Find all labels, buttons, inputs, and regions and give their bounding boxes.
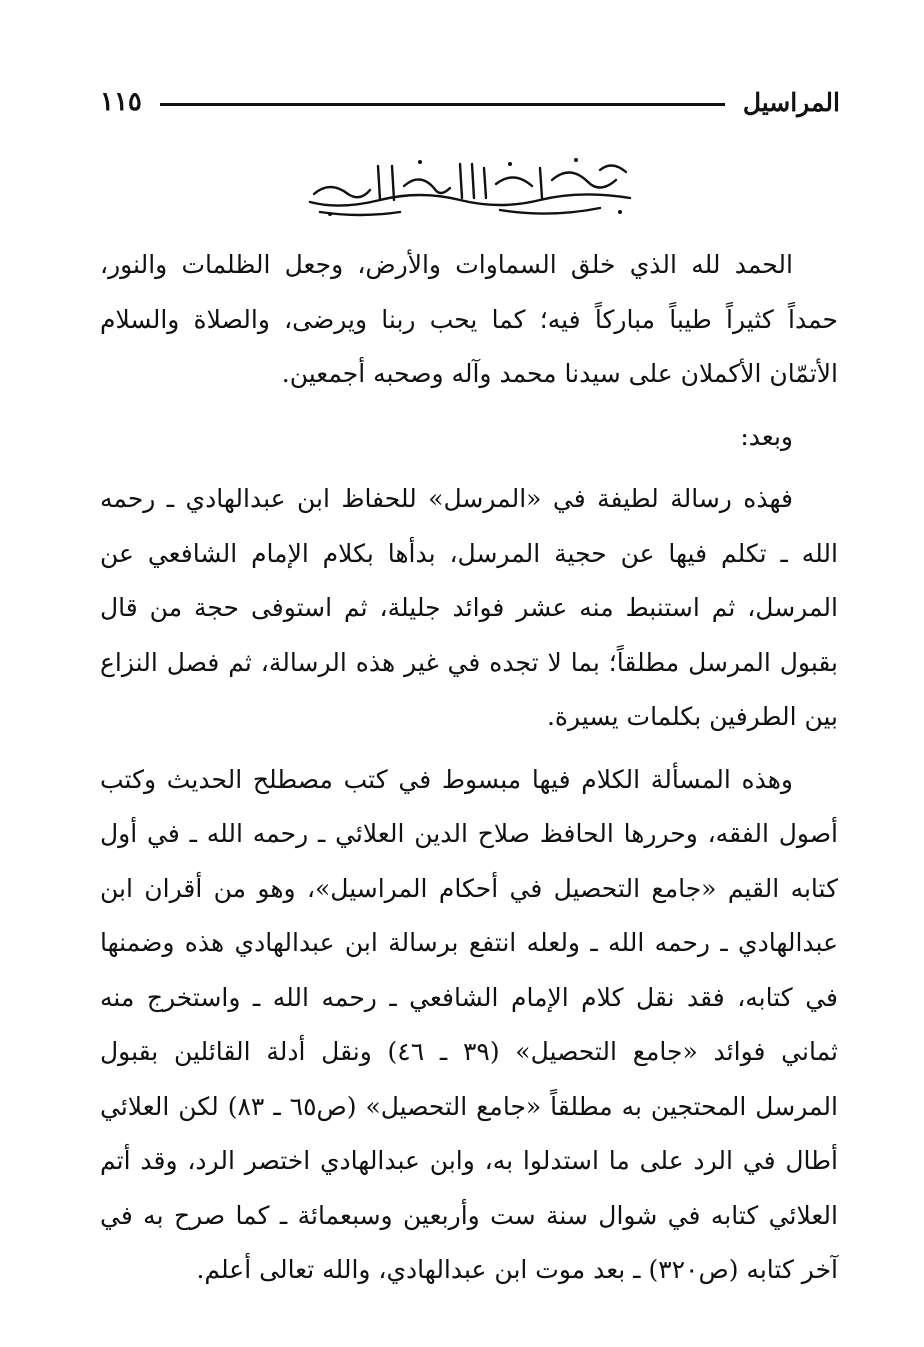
running-header (100, 80, 840, 124)
paragraph-alalai-comparison: وهذه المسألة الكلام فيها مبسوط في كتب مصطلح الحديث وكتب أصول الفقه، وحررها الحافظ صلاح الدين العلائي ـ رحمه الله ـ في أول كتابه القيم «جامع التحصيل في أحكام المراسيل»، وهو من أقران ابن عبدالهادي ـ رحمه الله ـ ولعله انتفع برسالة ابن عبدالهادي هذه وضمنها في كتابه، فقد نقل كلام الإمام الشافعي ـ رحمه الله ـ واستخرج منه ثماني فوائد «جامع التحصيل» (٣٩ ـ ٤٦) ونقل أدلة القائلين بقبول المرسل المحتجين به مطلقاً «جامع التحصيل» (ص٦٥ ـ ٨٣) لكن العلائي أطال في الرد على ما استدلوا به، وابن عبدالهادي اختصر الرد، وقد أتم العلائي كتابه في شوال سنة ست وأربعين وسبعمائة ـ كما صرح به في آخر كتابه (ص٣٢٠) ـ بعد موت ابن عبدالهادي، والله تعالى أعلم. (100, 764, 838, 1284)
paragraph-about-treatise: فهذه رسالة لطيفة في «المرسل» للحفاظ ابن عبدالهادي ـ رحمه الله ـ تكلم فيها عن حجية المرسل، بدأها بكلام الإمام الشافعي عن المرسل، ثم استنبط منه عشر فوائد جليلة، ثم استوفى حجة من قال بقبول المرسل مطلقاً؛ بما لا تجده في غير هذه الرسالة، ثم فصل النزاع بين الطرفين بكلمات يسيرة. (100, 484, 838, 731)
header-rule (160, 103, 725, 106)
body-text (100, 238, 838, 1298)
basmala-calligraphy-icon (300, 150, 640, 220)
paragraph-opening-praise: الحمد لله الذي خلق السماوات والأرض، وجعل الظلمات والنور، حمداً كثيراً طيباً مباركاً فيه؛ كما يحب ربنا ويرضى، والصلاة والسلام الأتمّان الأكملان على سيدنا محمد وآله وصحبه أجمعين. (100, 250, 838, 388)
basmala-calligraphy (300, 150, 640, 220)
paragraph-wa-baad: وبعد: (740, 421, 793, 451)
page-number: ١١٥ (100, 87, 142, 117)
header-title: المراسيل (742, 87, 840, 117)
